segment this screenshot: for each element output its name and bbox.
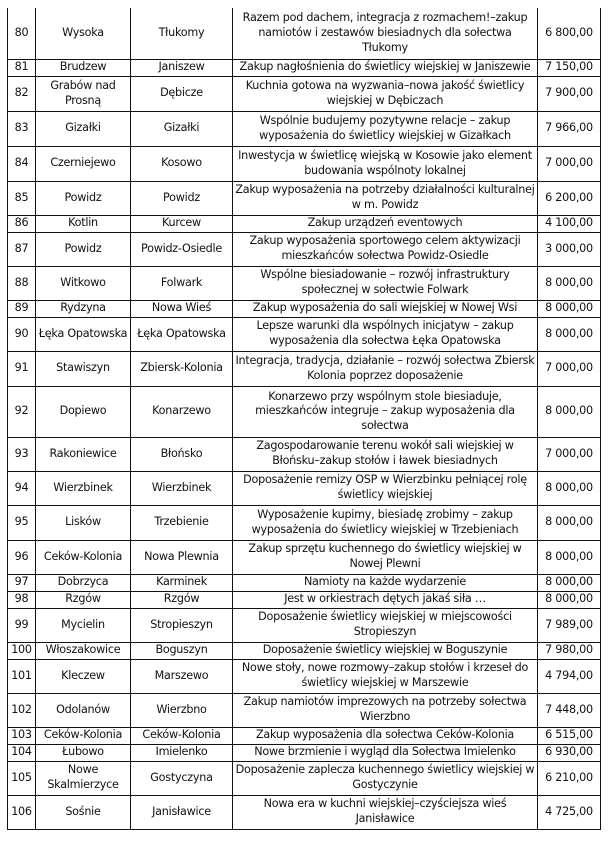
gmina-cell: Stawiszyn — [36, 351, 131, 386]
gmina-cell: Dopiewo — [36, 386, 131, 437]
row-number-cell: 81 — [8, 59, 36, 76]
solectwo-cell: Powidz — [131, 181, 233, 215]
amount-cell: 8 000,00 — [538, 317, 601, 351]
table-row — [8, 111, 601, 146]
row-number-cell: 92 — [8, 386, 36, 437]
gmina-cell: Gizałki — [36, 111, 131, 146]
table-row — [8, 591, 601, 608]
row-number-cell: 90 — [8, 317, 36, 351]
table-row — [8, 761, 601, 795]
gmina-cell: Wierzbinek — [36, 471, 131, 505]
gmina-cell: Lisków — [36, 505, 131, 540]
table-row — [8, 317, 601, 351]
table-row — [8, 727, 601, 744]
gmina-cell: Rydzyna — [36, 300, 131, 317]
project-title-cell: Zakup nagłośnienia do świetlicy wiejskiej w Janiszewie — [233, 59, 538, 76]
project-title-cell: Zakup wyposażenia sportowego celem aktywizacji mieszkańców sołectwa Powidz-Osiedle — [233, 232, 538, 266]
table-row — [8, 76, 601, 111]
amount-cell: 7 000,00 — [538, 437, 601, 471]
grants-table — [7, 8, 601, 830]
project-title-cell: Lepsze warunki dla wspólnych inicjatyw – zakup wyposażenia dla sołectwa Łęka Opatowska — [233, 317, 538, 351]
row-number-cell: 95 — [8, 505, 36, 540]
project-title-cell: Doposażenie świetlicy wiejskiej w miejscowości Stropieszyn — [233, 608, 538, 642]
solectwo-cell: Łęka Opatowska — [131, 317, 233, 351]
row-number-cell: 94 — [8, 471, 36, 505]
project-title-cell: Wyposażenie kupimy, biesiadę zrobimy – zakup wyposażenia do świetlicy wiejskiej w Trzebieniach — [233, 505, 538, 540]
gmina-cell: Ceków-Kolonia — [36, 727, 131, 744]
table-row — [8, 608, 601, 642]
gmina-cell: Wysoka — [36, 8, 131, 59]
gmina-cell: Powidz — [36, 232, 131, 266]
project-title-cell: Kuchnia gotowa na wyzwania–nowa jakość świetlicy wiejskiej w Dębiczach — [233, 76, 538, 111]
gmina-cell: Mycielin — [36, 608, 131, 642]
gmina-cell: Łęka Opatowska — [36, 317, 131, 351]
solectwo-cell: Karminek — [131, 574, 233, 591]
gmina-cell: Rakoniewice — [36, 437, 131, 471]
row-number-cell: 98 — [8, 591, 36, 608]
gmina-cell: Ceków-Kolonia — [36, 540, 131, 574]
solectwo-cell: Marszewo — [131, 659, 233, 693]
solectwo-cell: Janisławice — [131, 795, 233, 829]
row-number-cell: 101 — [8, 659, 36, 693]
amount-cell: 7 150,00 — [538, 59, 601, 76]
table-row — [8, 437, 601, 471]
amount-cell: 8 000,00 — [538, 300, 601, 317]
project-title-cell: Zakup namiotów imprezowych na potrzeby sołectwa Wierzbno — [233, 693, 538, 727]
amount-cell: 4 725,00 — [538, 795, 601, 829]
row-number-cell: 103 — [8, 727, 36, 744]
gmina-cell: Nowe Skalmierzyce — [36, 761, 131, 795]
row-number-cell: 85 — [8, 181, 36, 215]
solectwo-cell: Wierzbinek — [131, 471, 233, 505]
project-title-cell: Zakup wyposażenia na potrzeby działalności kulturalnej w m. Powidz — [233, 181, 538, 215]
row-number-cell: 80 — [8, 8, 36, 59]
amount-cell: 6 200,00 — [538, 181, 601, 215]
table-row — [8, 744, 601, 761]
gmina-cell: Grabów nad Prosną — [36, 76, 131, 111]
gmina-cell: Czerniejewo — [36, 146, 131, 181]
row-number-cell: 87 — [8, 232, 36, 266]
row-number-cell: 106 — [8, 795, 36, 829]
solectwo-cell: Zbiersk-Kolonia — [131, 351, 233, 386]
row-number-cell: 82 — [8, 76, 36, 111]
gmina-cell: Witkowo — [36, 266, 131, 300]
solectwo-cell: Gostyczyna — [131, 761, 233, 795]
project-title-cell: Namioty na każde wydarzenie — [233, 574, 538, 591]
table-row — [8, 642, 601, 659]
row-number-cell: 104 — [8, 744, 36, 761]
amount-cell: 6 515,00 — [538, 727, 601, 744]
solectwo-cell: Janiszew — [131, 59, 233, 76]
gmina-cell: Rzgów — [36, 591, 131, 608]
project-title-cell: Zagospodarowanie terenu wokół sali wiejskiej w Błońsku–zakup stołów i ławek biesiadnych — [233, 437, 538, 471]
amount-cell: 8 000,00 — [538, 471, 601, 505]
table-row — [8, 181, 601, 215]
gmina-cell: Brudzew — [36, 59, 131, 76]
table-row — [8, 146, 601, 181]
amount-cell: 3 000,00 — [538, 232, 601, 266]
table-row — [8, 795, 601, 829]
amount-cell: 8 000,00 — [538, 386, 601, 437]
table-row — [8, 386, 601, 437]
project-title-cell: Doposażenie zaplecza kuchennego świetlicy wiejskiej w Gostyczynie — [233, 761, 538, 795]
gmina-cell: Włoszakowice — [36, 642, 131, 659]
solectwo-cell: Trzebienie — [131, 505, 233, 540]
row-number-cell: 84 — [8, 146, 36, 181]
table-row — [8, 693, 601, 727]
project-title-cell: Doposażenie remizy OSP w Wierzbinku pełniącej rolę świetlicy wiejskiej — [233, 471, 538, 505]
table-row — [8, 232, 601, 266]
row-number-cell: 83 — [8, 111, 36, 146]
row-number-cell: 100 — [8, 642, 36, 659]
solectwo-cell: Folwark — [131, 266, 233, 300]
table-row — [8, 215, 601, 232]
amount-cell: 4 100,00 — [538, 215, 601, 232]
amount-cell: 6 930,00 — [538, 744, 601, 761]
amount-cell: 8 000,00 — [538, 574, 601, 591]
solectwo-cell: Imielenko — [131, 744, 233, 761]
project-title-cell: Nowa era w kuchni wiejskiej–czyściejsza wieś Janisławice — [233, 795, 538, 829]
grants-table-body — [8, 8, 601, 829]
row-number-cell: 102 — [8, 693, 36, 727]
row-number-cell: 86 — [8, 215, 36, 232]
solectwo-cell: Ceków-Kolonia — [131, 727, 233, 744]
solectwo-cell: Boguszyn — [131, 642, 233, 659]
row-number-cell: 93 — [8, 437, 36, 471]
project-title-cell: Integracja, tradycja, działanie – rozwój sołectwa Zbiersk Kolonia poprzez doposażenie — [233, 351, 538, 386]
gmina-cell: Powidz — [36, 181, 131, 215]
solectwo-cell: Wierzbno — [131, 693, 233, 727]
amount-cell: 7 900,00 — [538, 76, 601, 111]
project-title-cell: Razem pod dachem, integracja z rozmachem!–zakup namiotów i zestawów biesiadnych dla sołectwa Tłukomy — [233, 8, 538, 59]
amount-cell: 7 980,00 — [538, 642, 601, 659]
solectwo-cell: Gizałki — [131, 111, 233, 146]
project-title-cell: Konarzewo przy wspólnym stole biesiaduje, mieszkańców integruje – zakup wyposażenia dla sołectwa — [233, 386, 538, 437]
gmina-cell: Kleczew — [36, 659, 131, 693]
solectwo-cell: Kurcew — [131, 215, 233, 232]
amount-cell: 8 000,00 — [538, 266, 601, 300]
amount-cell: 7 966,00 — [538, 111, 601, 146]
table-row — [8, 574, 601, 591]
project-title-cell: Zakup sprzętu kuchennego do świetlicy wiejskiej w Nowej Plewni — [233, 540, 538, 574]
row-number-cell: 88 — [8, 266, 36, 300]
project-title-cell: Doposażenie świetlicy wiejskiej w Boguszynie — [233, 642, 538, 659]
project-title-cell: Jest w orkiestrach dętych jakaś siła … — [233, 591, 538, 608]
solectwo-cell: Tłukomy — [131, 8, 233, 59]
solectwo-cell: Stropieszyn — [131, 608, 233, 642]
table-row — [8, 505, 601, 540]
amount-cell: 8 000,00 — [538, 505, 601, 540]
solectwo-cell: Nowa Plewnia — [131, 540, 233, 574]
gmina-cell: Kotlin — [36, 215, 131, 232]
table-row — [8, 266, 601, 300]
solectwo-cell: Powidz-Osiedle — [131, 232, 233, 266]
project-title-cell: Wspólne biesiadowanie – rozwój infrastruktury społecznej w sołectwie Folwark — [233, 266, 538, 300]
amount-cell: 6 210,00 — [538, 761, 601, 795]
amount-cell: 8 000,00 — [538, 540, 601, 574]
project-title-cell: Wspólnie budujemy pozytywne relacje – zakup wyposażenia do świetlicy wiejskiej w Gizałkach — [233, 111, 538, 146]
row-number-cell: 91 — [8, 351, 36, 386]
row-number-cell: 97 — [8, 574, 36, 591]
row-number-cell: 105 — [8, 761, 36, 795]
solectwo-cell: Błońsko — [131, 437, 233, 471]
solectwo-cell: Dębicze — [131, 76, 233, 111]
gmina-cell: Odolanów — [36, 693, 131, 727]
table-row — [8, 8, 601, 59]
gmina-cell: Dobrzyca — [36, 574, 131, 591]
project-title-cell: Nowe brzmienie i wygląd dla Sołectwa Imielenko — [233, 744, 538, 761]
amount-cell: 6 800,00 — [538, 8, 601, 59]
table-row — [8, 59, 601, 76]
table-row — [8, 351, 601, 386]
amount-cell: 4 794,00 — [538, 659, 601, 693]
table-row — [8, 659, 601, 693]
gmina-cell: Sośnie — [36, 795, 131, 829]
row-number-cell: 96 — [8, 540, 36, 574]
project-title-cell: Inwestycja w świetlicę wiejską w Kosowie jako element budowania wspólnoty lokalnej — [233, 146, 538, 181]
gmina-cell: Łubowo — [36, 744, 131, 761]
solectwo-cell: Rzgów — [131, 591, 233, 608]
amount-cell: 8 000,00 — [538, 591, 601, 608]
row-number-cell: 89 — [8, 300, 36, 317]
project-title-cell: Zakup wyposażenia dla sołectwa Ceków-Kolonia — [233, 727, 538, 744]
table-row — [8, 540, 601, 574]
project-title-cell: Zakup wyposażenia do sali wiejskiej w Nowej Wsi — [233, 300, 538, 317]
amount-cell: 7 989,00 — [538, 608, 601, 642]
table-row — [8, 300, 601, 317]
solectwo-cell: Konarzewo — [131, 386, 233, 437]
row-number-cell: 99 — [8, 608, 36, 642]
project-title-cell: Nowe stoły, nowe rozmowy–zakup stołów i krzeseł do świetlicy wiejskiej w Marszewie — [233, 659, 538, 693]
solectwo-cell: Kosowo — [131, 146, 233, 181]
table-row — [8, 471, 601, 505]
project-title-cell: Zakup urządzeń eventowych — [233, 215, 538, 232]
solectwo-cell: Nowa Wieś — [131, 300, 233, 317]
amount-cell: 7 000,00 — [538, 146, 601, 181]
amount-cell: 7 000,00 — [538, 351, 601, 386]
amount-cell: 7 448,00 — [538, 693, 601, 727]
